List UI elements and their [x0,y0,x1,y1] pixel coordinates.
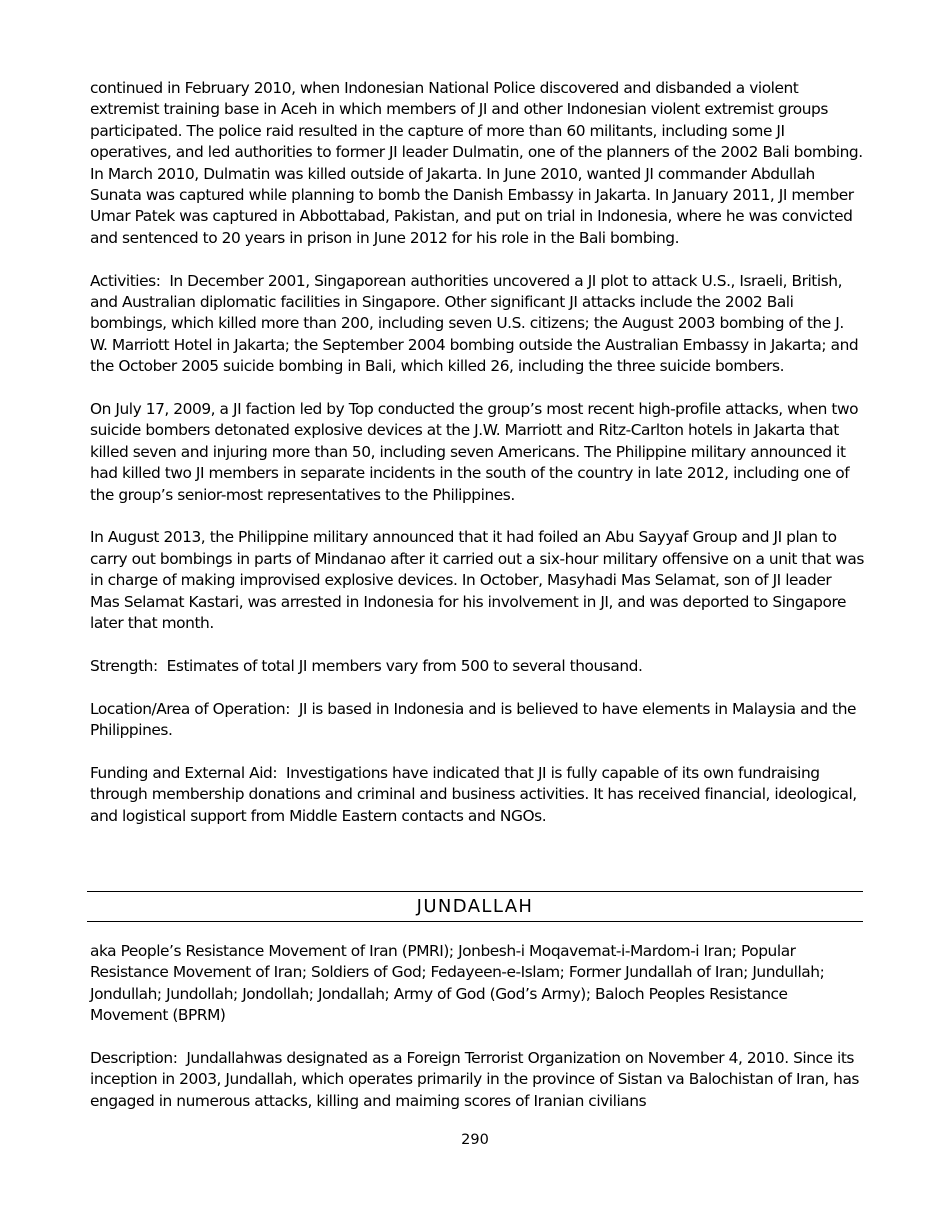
paragraph-text: On July 17, 2009, a JI faction led by Top conducted the group’s most recent high-profile attacks, when two suicide bombers detonated explosive devices at the J.W. Marriott and Ritz-Carlton hotels in Jakarta that killed seven and injuring more than 50, including seven Americans. The Philippine military announced it had killed two JI members in separate incidents in the south of the country in late 2012, including one of the group’s senior-most representatives to the Philippines. [90,400,859,504]
aka-text: People’s Resistance Movement of Iran (PMRI); Jonbesh-i Moqavemat-i-Mardom-i Iran; Popular Resistance Movement of Iran; Soldiers of God; Fedayeen-e-Islam; Former Jundallah of Iran; Jundullah; Jondullah; Jundollah; Jondollah; Jondallah; Army of God (God’s Army); Baloch Peoples Resistance Movement (BPRM) [90,942,825,1025]
document-body [90,78,865,849]
paragraph-2009-attacks [90,399,865,506]
strength-label: Strength: [90,656,158,675]
paragraph-funding [90,763,865,827]
location-label: Location/Area of Operation: [90,699,290,718]
section-title: JUNDALLAH [416,896,534,917]
paragraph-text: In August 2013, the Philippine military announced that it had foiled an Abu Sayyaf Group and JI plan to carry out bombings in parts of Mindanao after it carried out a six-hour military offensive on a unit that was in charge of making improvised explosive devices. In October, Masyhadi Mas Selamat, son of JI leader Mas Selamat Kastari, was arrested in Indonesia for his involvement in JI, and was deported to Singapore later that month. [90,528,864,633]
paragraph-activities [90,271,865,378]
page-number: 290 [461,1132,489,1148]
activities-text: In December 2001, Singaporean authorities uncovered a JI plot to attack U.S., Israeli, British, and Australian diplomatic facilities in Singapore. Other significant JI attacks include the 2002 Bali bombings, which killed more than 200, including seven U.S. citizens; the August 2003 bombing of the J. W. Marriott Hotel in Jakarta; the September 2004 bombing outside the Australian Embassy in Jakarta; and the October 2005 suicide bombing in Bali, which killed 26, including the three suicide bombers. [90,271,859,376]
paragraph-aka [90,941,865,1027]
paragraph-location [90,699,865,742]
paragraph-description [90,1048,865,1112]
aka-label: aka [90,942,117,960]
location-text: JI is based in Indonesia and is believed to have elements in Malaysia and the Philippines. [90,699,857,740]
paragraph-jemaah-islamiya-arrests [90,78,865,249]
description-label: Description: [90,1049,178,1068]
funding-label: Funding and External Aid: [90,763,278,782]
jundallah-section-body [90,941,865,1134]
paragraph-2013-events [90,527,865,634]
paragraph-text: continued in February 2010, when Indonesian National Police discovered and disbanded a violent extremist training base in Aceh in which members of JI and other Indonesian violent extremist groups participated. The police raid resulted in the capture of more than 60 militants, including some JI operatives, and led authorities to former JI leader Dulmatin, one of the planners of the 2002 Bali bombing. In March 2010, Dulmatin was killed outside of Jakarta. In June 2010, wanted JI commander Abdullah Sunata was captured while planning to bomb the Danish Embassy in Jakarta. In January 2011, JI member Umar Patek was captured in Abbottabad, Pakistan, and put on trial in Indonesia, where he was convicted and sentenced to 20 years in prison in June 2012 for his role in the Bali bombing. [90,79,863,247]
strength-text: Estimates of total JI members vary from 500 to several thousand. [166,656,643,675]
section-header [87,891,863,922]
activities-label: Activities: [90,271,161,290]
paragraph-strength [90,656,865,677]
funding-text: Investigations have indicated that JI is fully capable of its own fundraising through membership donations and criminal and business activities. It has received financial, ideological, and logistical support from Middle Eastern contacts and NGOs. [90,763,857,825]
description-text: Jundallahwas designated as a Foreign Terrorist Organization on November 4, 2010. Since its inception in 2003, Jundallah, which operates primarily in the province of Sistan va Balochistan of Iran, has engaged in numerous attacks, killing and maiming scores of Iranian civilians [90,1049,859,1110]
